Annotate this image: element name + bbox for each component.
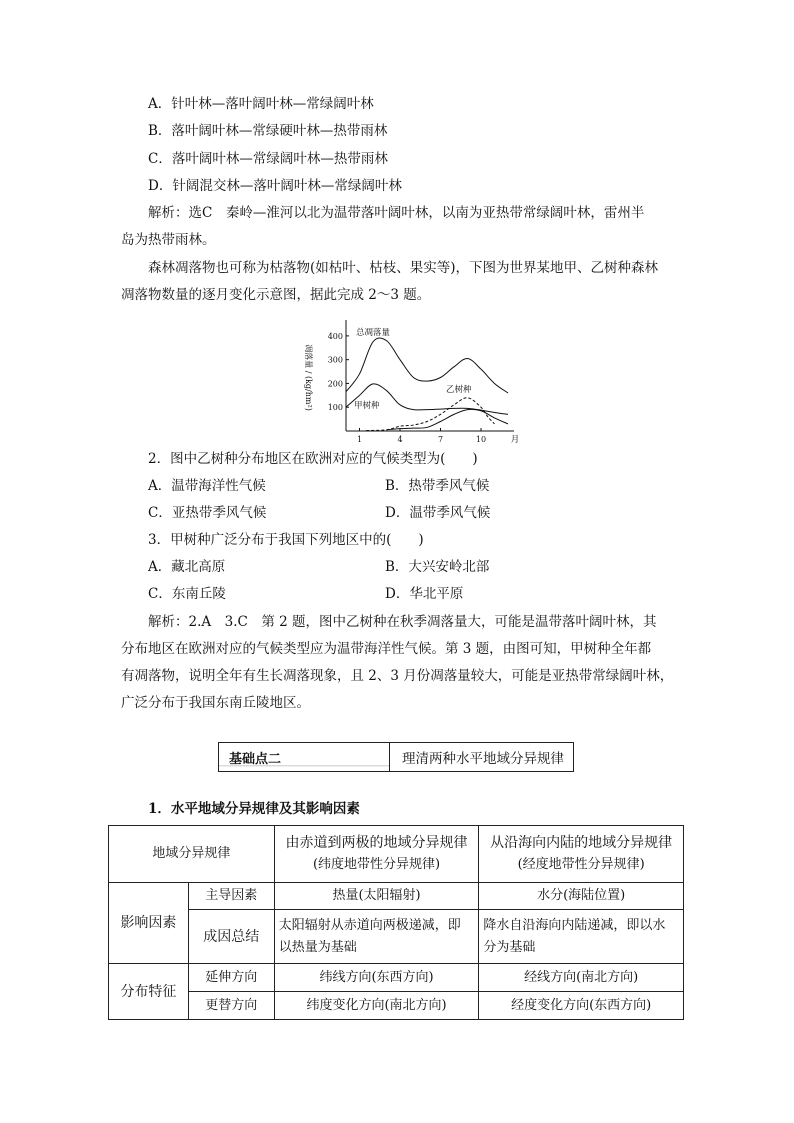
zonation-table <box>108 825 684 1020</box>
q3-option-c: C．东南丘陵 <box>148 586 226 602</box>
q2-option-d: D．温带季风气候 <box>385 505 491 521</box>
table-row <box>109 883 684 910</box>
q1-option-d: D．针阔混交林—落叶阔叶林—常绿阔叶林 <box>148 178 402 194</box>
row-change: 更替方向 <box>188 992 274 1020</box>
q1-option-c: C．落叶阔叶林—常绿阔叶林—热带雨林 <box>148 151 388 167</box>
intro-line1: 森林凋落物也可称为枯落物(如枯叶、枯枝、果实等)，下图为世界某地甲、乙树种森林 <box>148 260 659 276</box>
cell-extend-lat: 纬线方向(东西方向) <box>274 964 479 992</box>
header-latitudinal <box>274 826 479 883</box>
x-tick-label: 10 <box>475 435 487 444</box>
header-lat-line2: (纬度地带性分异规律) <box>312 857 441 872</box>
q3-option-b: B．大兴安岭北部 <box>385 559 490 575</box>
header-rule: 地域分异规律 <box>109 826 275 883</box>
table-row <box>109 964 684 992</box>
group-factor: 影响因素 <box>109 883 189 964</box>
q2-option-a: A．温带海洋性气候 <box>148 478 266 494</box>
analysis2-line4: 广泛分布于我国东南丘陵地区。 <box>121 695 310 711</box>
cell-cause-lat <box>274 910 479 964</box>
cell-change-lon: 经度变化方向(东西方向) <box>479 992 684 1020</box>
chart-labels <box>304 327 519 445</box>
y-axis-label: 凋落量 / (kg/hm²) <box>304 344 313 411</box>
section1-title: 1．水平地域分异规律及其影响因素 <box>148 801 360 817</box>
cause-lon-line1: 降水自沿海向内陆递减，即以水 <box>483 917 666 933</box>
series-label-3: 乙树种 <box>446 385 472 395</box>
analysis2-line1: 解析：2.A 3.C 第 2 题，图中乙树种在秋季凋落量大，可能是温带落叶阔叶林，其 <box>148 614 657 630</box>
q1-option-a: A．针叶林—落叶阔叶林—常绿阔叶林 <box>148 96 374 112</box>
cell-change-lat: 纬度变化方向(南北方向) <box>274 992 479 1020</box>
intro-line2: 凋落物数量的逐月变化示意图，据此完成 2～3 题。 <box>121 287 431 303</box>
q3-option-a: A．藏北高原 <box>148 559 226 575</box>
table-row <box>109 910 684 964</box>
q1-option-b: B．落叶阔叶林—常绿硬叶林—热带雨林 <box>148 123 388 139</box>
y-tick-label: 200 <box>327 379 343 389</box>
banner-label: 基础点二 <box>219 743 390 771</box>
q2-option-b: B．热带季风气候 <box>385 478 490 494</box>
y-tick-label: 300 <box>327 355 343 365</box>
table-row <box>109 826 684 883</box>
x-tick-label: 4 <box>397 435 403 444</box>
x-tick-label: 1 <box>356 435 363 444</box>
x-axis-label: 月 <box>510 435 520 445</box>
section-banner <box>218 742 574 772</box>
analysis2-line3: 有凋落物，说明全年有生长凋落现象，且 2、3 月份凋落量较大，可能是亚热带常绿阔叶林， <box>121 668 674 684</box>
chart-series <box>346 338 508 430</box>
y-tick-label: 400 <box>327 331 343 341</box>
y-tick-label: 100 <box>327 403 343 413</box>
banner-title: 理清两种水平地域分异规律 <box>402 751 564 767</box>
header-lon-line1: 从沿海向内陆的地域分异规律 <box>490 835 673 851</box>
series-label-1: 总凋落量 <box>356 328 391 338</box>
cell-extend-lon: 经线方向(南北方向) <box>479 964 684 992</box>
analysis2-line2: 分布地区在欧洲对应的气候类型应为温带海洋性气候。第 3 题，由图可知，甲树种全年都 <box>121 641 652 657</box>
cause-lat-line2: 以热量为基础 <box>278 939 357 955</box>
cell-main-lat: 热量(太阳辐射) <box>274 883 479 910</box>
cell-main-lon: 水分(海陆位置) <box>479 883 684 910</box>
analysis1-line1: 解析：选C 秦岭—淮河以北为温带落叶阔叶林，以南为亚热带常绿阔叶林，雷州半 <box>148 205 645 221</box>
header-lat-line1: 由赤道到两极的地域分异规律 <box>285 835 468 851</box>
series-label-2: 甲树种 <box>354 401 380 411</box>
group-distribution: 分布特征 <box>109 964 189 1020</box>
x-tick-label: 7 <box>437 435 444 444</box>
litterfall-chart <box>296 316 528 446</box>
cell-cause-lon <box>479 910 684 964</box>
row-main-factor: 主导因素 <box>188 883 274 910</box>
cause-lat-line1: 太阳辐射从赤道向两极递减，即 <box>278 917 461 933</box>
q3-option-d: D．华北平原 <box>385 586 464 602</box>
header-longitudinal <box>479 826 684 883</box>
table-row <box>109 992 684 1020</box>
q2-stem: 2．图中乙树种分布地区在欧洲对应的气候类型为( ) <box>148 451 478 467</box>
q2-option-c: C．亚热带季风气候 <box>148 505 267 521</box>
header-lon-line2: (经度地带性分异规律) <box>517 857 645 872</box>
cause-lon-line2: 分为基础 <box>483 939 536 955</box>
series-line-3 <box>366 398 494 431</box>
row-cause: 成因总结 <box>188 910 274 964</box>
analysis1-line2: 岛为热带雨林。 <box>121 232 216 248</box>
row-extend: 延伸方向 <box>188 964 274 992</box>
q3-stem: 3．甲树种广泛分布于我国下列地区中的( ) <box>148 532 424 548</box>
